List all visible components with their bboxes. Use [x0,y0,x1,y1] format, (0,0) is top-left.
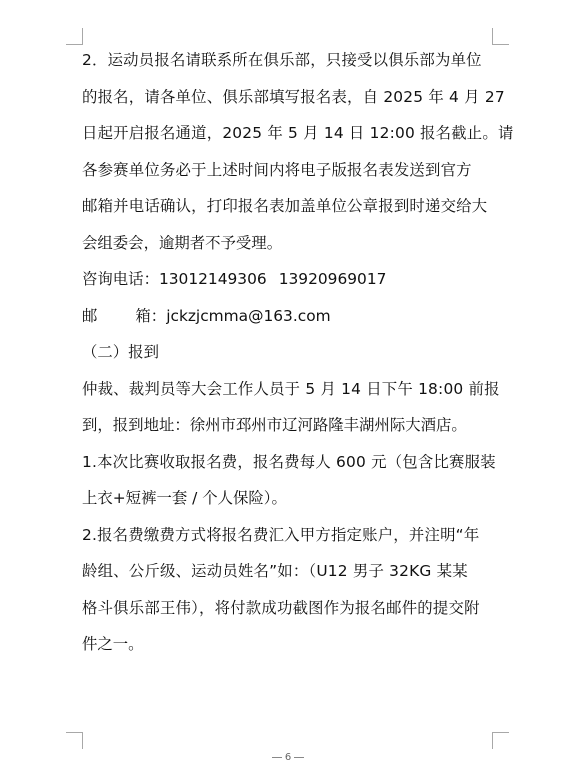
page-number: 6 [284,752,292,763]
footer-dash-left [272,757,282,758]
paragraph-line: 龄组、公斤级、运动员姓名”如：（U12 男子 32KG 某某 [82,562,468,580]
email-address: jckzjcmma@163.com [166,306,331,325]
page-footer [0,752,576,763]
crop-mark-top-right [492,28,509,45]
paragraph-line: 日起开启报名通道，2025 年 5 月 14 日 12:00 报名截止。请 [82,124,514,142]
crop-mark-bottom-right [492,732,509,749]
paragraph-line: 仲裁、裁判员等大会工作人员于 5 月 14 日下午 18:00 前报 [82,379,500,398]
email-label-part-1: 邮 [82,306,98,325]
contact-phone-line [82,261,494,298]
paragraph-line: 到，报到地址：徐州市邳州市辽河路隆丰湖州际大酒店。 [82,416,467,434]
paragraph-line: 邮箱并电话确认，打印报名表加盖单位公章报到时递交给大 [82,197,488,215]
email-label-part-2: 箱： [135,306,167,325]
paragraph-line: 格斗俱乐部王伟），将付款成功截图作为报名邮件的提交附 [82,598,480,617]
paragraph-line: 件之一。 [82,635,144,653]
paragraph-line: 会组委会，逾期者不予受理。 [82,233,283,252]
footer-dash-right [294,757,304,758]
document-body [82,42,514,663]
paragraph-line: 上衣+短裤一套 / 个人保险）。 [82,489,287,507]
paragraph-line: 2．运动员报名请联系所在俱乐部，只接受以俱乐部为单位 [82,51,482,69]
crop-mark-bottom-left [66,732,83,749]
paragraph-line: 2.报名费缴费方式将报名费汇入甲方指定账户，并注明“年 [82,525,480,544]
crop-mark-top-left [66,28,83,45]
phone-number-1: 13012149306 [158,270,267,288]
paragraph-line: 1.本次比赛收取报名费，报名费每人 600 元（包含比赛服装 [82,452,496,471]
contact-email-line [82,298,494,335]
phone-label: 咨询电话： [82,270,159,288]
paragraph-line: 的报名，请各单位、俱乐部填写报名表，自 2025 年 4 月 27 [82,87,505,106]
paragraph-line: 各参赛单位务必于上述时间内将电子版报名表发送到官方 [82,160,472,179]
section-heading: （二）报到 [82,343,159,361]
phone-number-2: 13920969017 [278,270,387,288]
